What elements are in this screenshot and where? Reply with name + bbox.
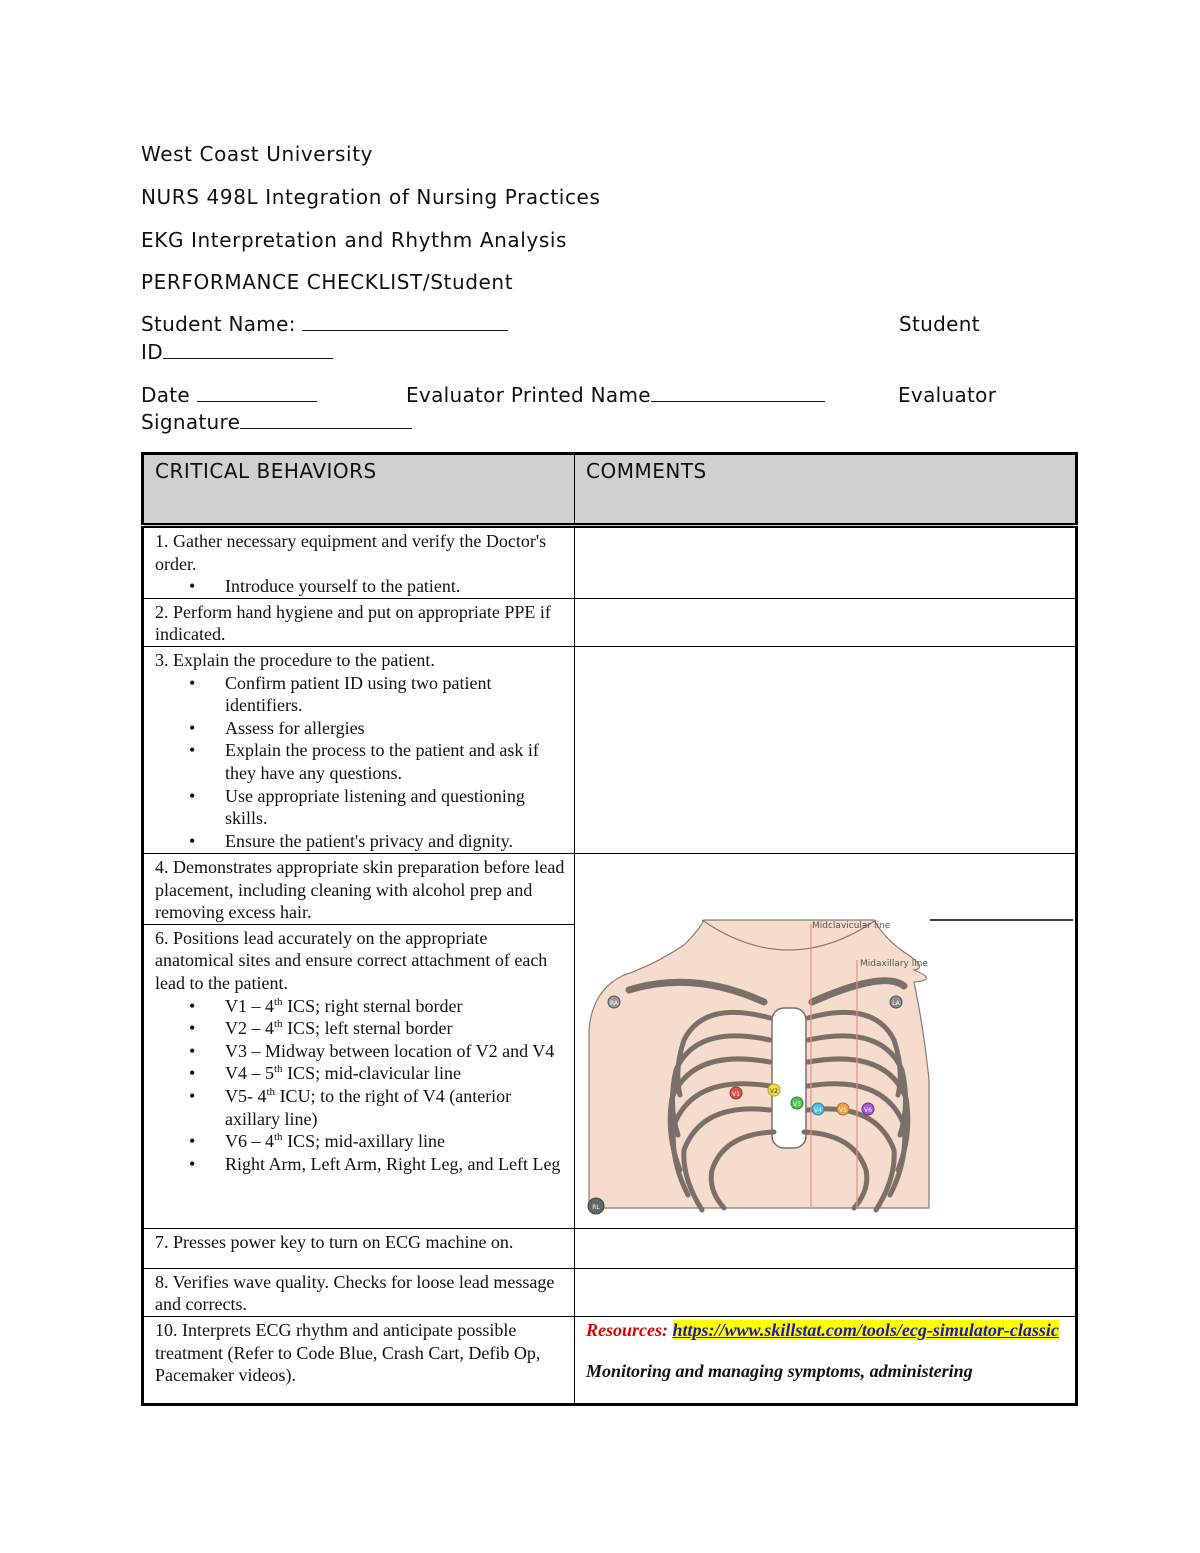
comment-cell-4-6[interactable] (575, 853, 1077, 1228)
university-title: West Coast University (141, 142, 374, 166)
midaxillary-label: Midaxillary line (860, 958, 928, 969)
behavior-text: 6. Positions lead accurately on the appropriate anatomical sites and ensure correct attachment of each lead to the patient. (155, 927, 548, 993)
table-row (143, 1268, 1077, 1316)
bullet-item: • Use appropriate listening and questioning skills. (225, 785, 566, 830)
evaluator-signature-field[interactable] (141, 410, 412, 434)
behavior-text: 8. Verifies wave quality. Checks for loose lead message and corrects. (155, 1271, 555, 1315)
bullet-item: • Assess for allergies (225, 717, 566, 740)
behavior-cell-2 (143, 598, 575, 646)
student-id-line[interactable] (163, 340, 333, 359)
evaluator-name-label: Evaluator Printed Name (406, 383, 651, 407)
student-id-field[interactable] (141, 340, 333, 364)
lead-placement-diagram (575, 854, 1075, 1224)
comment-cell-10[interactable] (575, 1316, 1077, 1404)
date-line[interactable] (197, 383, 317, 402)
bullet-list (155, 995, 566, 1176)
behavior-text: 3. Explain the procedure to the patient. (155, 649, 435, 670)
course-title: NURS 498L Integration of Nursing Practices (141, 185, 601, 209)
behavior-cell-6 (143, 924, 575, 1228)
table-row (143, 1228, 1077, 1268)
svg-text:V2: V2 (770, 1087, 778, 1095)
comment-cell-7[interactable] (575, 1228, 1077, 1268)
comment-cell-8[interactable] (575, 1268, 1077, 1316)
electrode-v3 (791, 1097, 803, 1109)
behavior-text: 10. Interprets ECG rhythm and anticipate possible treatment (Refer to Code Blue, Crash Cart, Defib Op, Pacemaker videos). (155, 1319, 541, 1386)
svg-text:V6: V6 (864, 1106, 872, 1114)
behavior-text: 4. Demonstrates appropriate skin preparation before lead placement, including cleaning with alcohol prep and removing excess hair. (155, 856, 565, 923)
bullet-item: • Explain the process to the patient and ask if they have any questions. (225, 739, 566, 784)
svg-text:V1: V1 (732, 1090, 740, 1098)
checklist-title: PERFORMANCE CHECKLIST/Student (141, 270, 514, 294)
date-field[interactable] (141, 383, 317, 407)
comment-cell-2[interactable] (575, 598, 1077, 646)
behavior-text: 2. Perform hand hygiene and put on appropriate PPE if indicated. (155, 601, 551, 645)
bullet-item: • Introduce yourself to the patient. (225, 575, 566, 598)
electrode-rl (588, 1198, 604, 1214)
behavior-cell-3 (143, 646, 575, 853)
sternum (772, 1008, 806, 1148)
svg-text:V4: V4 (814, 1106, 822, 1114)
behavior-text: 1. Gather necessary equipment and verify the Doctor's order. (155, 531, 547, 574)
electrode-v4 (812, 1103, 824, 1115)
bullet-item: • V4 – 5th ICS; mid-clavicular line (225, 1062, 566, 1085)
electrode-v1 (730, 1087, 742, 1099)
table-row (143, 646, 1077, 853)
resources-note: Monitoring and managing symptoms, administering (586, 1360, 973, 1381)
electrode-ra (608, 996, 620, 1008)
evaluator-name-field[interactable] (406, 383, 825, 407)
behavior-cell-7 (143, 1228, 575, 1268)
behavior-cell-1 (143, 526, 575, 599)
student-name-line[interactable] (302, 312, 508, 331)
bullet-item: • Confirm patient ID using two patient identifiers. (225, 672, 566, 717)
evaluator-signature-line[interactable] (240, 410, 412, 429)
bullet-item: • Right Arm, Left Arm, Right Leg, and Left Leg (225, 1153, 566, 1176)
table-row (143, 526, 1077, 599)
student-id-label-a: Student (899, 312, 980, 336)
student-name-field[interactable] (141, 312, 508, 336)
svg-text:RA: RA (609, 999, 619, 1007)
behavior-cell-4 (143, 853, 575, 924)
electrode-la (890, 996, 902, 1008)
bullet-item: • V2 – 4th ICS; left sternal border (225, 1017, 566, 1040)
behavior-text: 7. Presses power key to turn on ECG machine on. (155, 1231, 514, 1252)
resources-link[interactable]: https://www.skillstat.com/tools/ecg-simulator-classic (672, 1319, 1059, 1340)
date-label: Date (141, 383, 191, 407)
behavior-cell-10 (143, 1316, 575, 1404)
table-header-row (143, 454, 1077, 526)
bullet-list (155, 575, 566, 598)
bullet-item: • V3 – Midway between location of V2 and V4 (225, 1040, 566, 1063)
behavior-cell-8 (143, 1268, 575, 1316)
col-critical-behaviors: CRITICAL BEHAVIORS (143, 454, 575, 526)
bullet-item: • V5- 4th ICU; to the right of V4 (anterior axillary line) (225, 1085, 566, 1130)
svg-text:RL: RL (592, 1203, 600, 1211)
evaluator-sig-label-b: Signature (141, 410, 241, 434)
bullet-list (155, 672, 566, 853)
electrode-v6 (862, 1103, 874, 1115)
table-row (143, 598, 1077, 646)
col-comments: COMMENTS (575, 454, 1077, 526)
svg-text:V5: V5 (839, 1106, 847, 1114)
electrode-v5 (837, 1103, 849, 1115)
resources-label: Resources: (586, 1319, 668, 1340)
comment-cell-3[interactable] (575, 646, 1077, 853)
svg-text:LA: LA (892, 999, 900, 1007)
evaluator-sig-label-a: Evaluator (898, 383, 997, 407)
bullet-item: • Ensure the patient's privacy and dignity. (225, 830, 566, 853)
student-name-label: Student Name: (141, 312, 296, 336)
midclavicular-label: Midclavicular line (812, 920, 891, 931)
bullet-item: • V1 – 4th ICS; right sternal border (225, 995, 566, 1018)
electrode-v2 (768, 1084, 780, 1096)
checklist-table (141, 452, 1078, 1406)
table-row (143, 1316, 1077, 1404)
comment-cell-1[interactable] (575, 526, 1077, 599)
topic-title: EKG Interpretation and Rhythm Analysis (141, 228, 568, 252)
student-id-label-b: ID (141, 340, 163, 364)
evaluator-name-line[interactable] (651, 383, 825, 402)
table-row (143, 853, 1077, 924)
bullet-item: • V6 – 4th ICS; mid-axillary line (225, 1130, 566, 1153)
svg-text:V3: V3 (793, 1100, 801, 1108)
